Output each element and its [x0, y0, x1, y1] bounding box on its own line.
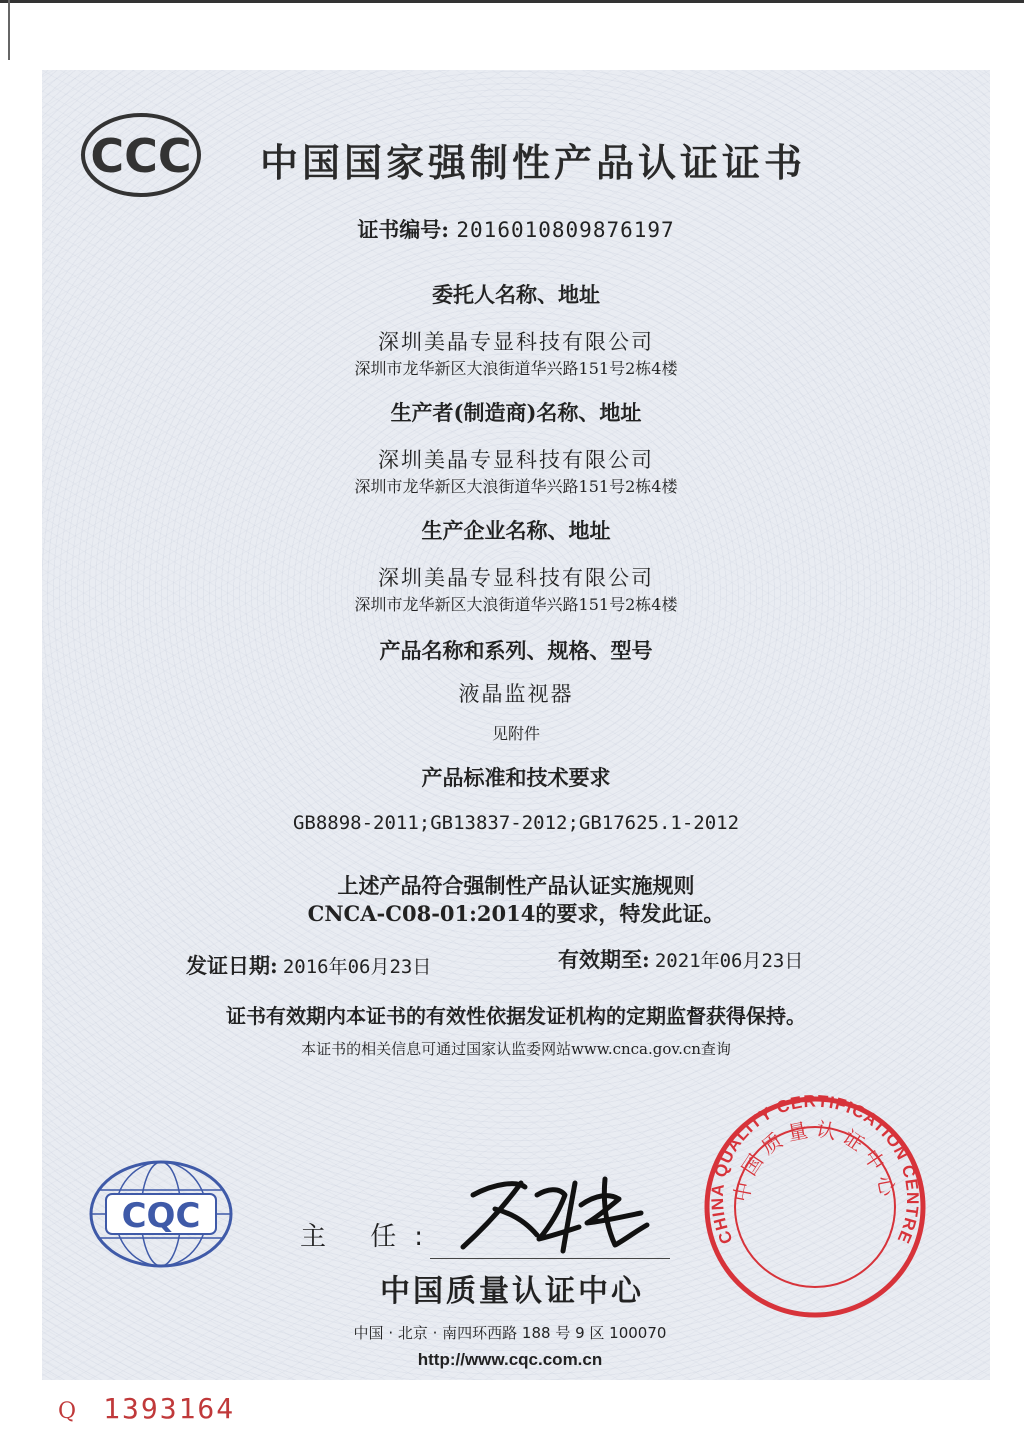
expiry-date-value: 2021年06月23日 [654, 950, 804, 972]
factory-name: 深圳美晶专显科技有限公司 [378, 566, 654, 590]
official-seal [700, 1092, 930, 1322]
issuer-url: http://www.cqc.com.cn [417, 1350, 603, 1369]
manufacturer-address: 深圳市龙华新区大浪街道华兴路151号2栋4楼 [354, 477, 678, 496]
standards-heading: 产品标准和技术要求 [421, 765, 611, 790]
manufacturer-name: 深圳美晶专显科技有限公司 [378, 448, 654, 472]
validity-note: 证书有效期内本证书的有效性依据发证机构的定期监督获得保持。 [226, 1004, 806, 1028]
applicant-address: 深圳市龙华新区大浪街道华兴路151号2栋4楼 [354, 359, 678, 378]
issuer-name: 中国质量认证中心 [380, 1274, 644, 1309]
certificate-title: 中国国家强制性产品认证证书 [260, 141, 807, 185]
website-note: 本证书的相关信息可通过国家认监委网站www.cnca.gov.cn查询 [301, 1040, 731, 1058]
product-heading: 产品名称和系列、规格、型号 [379, 638, 653, 663]
svg-text:CQC: CQC [121, 1196, 201, 1236]
applicant-name: 深圳美晶专显科技有限公司 [378, 330, 654, 354]
certificate-number-line [42, 214, 990, 244]
issue-date-label: 发证日期: [186, 953, 278, 978]
serial-value: 1393164 [103, 1392, 236, 1425]
certificate-number: 2016010809876197 [456, 218, 675, 242]
product-models-note: 见附件 [491, 724, 540, 743]
factory-heading: 生产企业名称、地址 [421, 518, 611, 543]
scan-edge [0, 0, 1024, 3]
signature-line [430, 1258, 670, 1259]
issuer-address: 中国 · 北京 · 南四环西路 188 号 9 区 100070 [353, 1324, 667, 1342]
conformity-line-2: CNCA-C08-01:2014的要求，特发此证。 [307, 901, 725, 926]
applicant-heading: 委托人名称、地址 [432, 282, 600, 307]
certificate-number-label: 证书编号: [357, 217, 450, 242]
conformity-line-1: 上述产品符合强制性产品认证实施规则 [337, 873, 695, 898]
product-name: 液晶监视器 [458, 682, 574, 706]
director-signature [455, 1165, 655, 1257]
scan-edge [8, 0, 10, 60]
svg-text:中国质量认证中心: 中国质量认证中心 [729, 1116, 901, 1204]
cqc-logo [86, 1158, 236, 1270]
issue-date [186, 950, 431, 980]
expiry-date [558, 944, 803, 974]
issue-date-value: 2016年06月23日 [282, 956, 432, 978]
manufacturer-heading: 生产者(制造商)名称、地址 [390, 400, 642, 425]
expiry-date-label: 有效期至: [558, 947, 650, 972]
svg-text:CHINA QUALITY CERTIFICATION CE: CHINA QUALITY CERTIFICATION CENTRE [707, 1092, 923, 1247]
factory-address: 深圳市龙华新区大浪街道华兴路151号2栋4楼 [354, 595, 678, 614]
serial-number [58, 1392, 235, 1425]
serial-prefix: Q [58, 1399, 77, 1424]
ccc-logo [80, 112, 202, 198]
director-label: 主 任: [300, 1222, 442, 1252]
standards-list: GB8898-2011;GB13837-2012;GB17625.1-2012 [292, 812, 740, 834]
svg-text:CCC: CCC [90, 129, 192, 183]
